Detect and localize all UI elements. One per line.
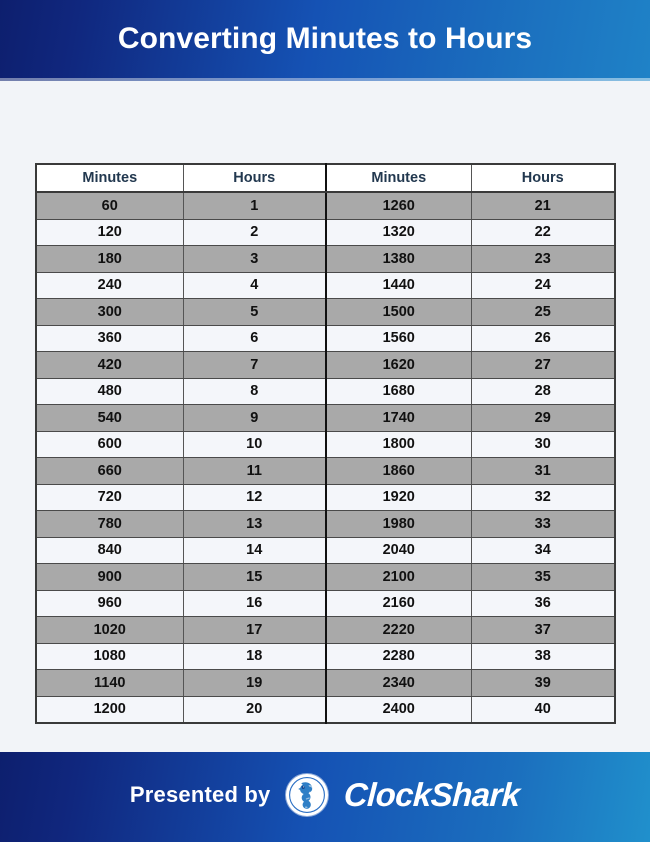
cell-minutes-right: 1380 [326, 246, 471, 273]
cell-hours-right: 37 [471, 617, 615, 644]
cell-minutes-left: 1020 [36, 617, 183, 644]
cell-hours-right: 38 [471, 643, 615, 670]
table-header-row [36, 164, 615, 192]
cell-hours-right: 30 [471, 431, 615, 458]
cell-hours-right: 26 [471, 325, 615, 352]
cell-minutes-left: 480 [36, 378, 183, 405]
table-row [36, 246, 615, 273]
cell-minutes-left: 180 [36, 246, 183, 273]
cell-hours-right: 32 [471, 484, 615, 511]
presented-by-label: Presented by [129, 782, 271, 807]
cell-hours-right: 22 [471, 219, 615, 246]
conversion-table-container [35, 163, 614, 724]
table-row [36, 325, 615, 352]
cell-minutes-right: 1320 [326, 219, 471, 246]
table-row [36, 537, 615, 564]
cell-hours-right: 29 [471, 405, 615, 432]
cell-minutes-right: 1260 [326, 192, 471, 219]
cell-hours-right: 28 [471, 378, 615, 405]
cell-minutes-left: 60 [36, 192, 183, 219]
cell-minutes-left: 1200 [36, 696, 183, 723]
table-row [36, 378, 615, 405]
cell-hours-left: 19 [183, 670, 326, 697]
cell-minutes-left: 1080 [36, 643, 183, 670]
cell-minutes-right: 2100 [326, 564, 471, 591]
column-header-hours-right: Hours [471, 164, 615, 192]
cell-hours-left: 10 [183, 431, 326, 458]
cell-minutes-left: 360 [36, 325, 183, 352]
cell-minutes-right: 1500 [326, 299, 471, 326]
table-head [36, 164, 615, 192]
cell-hours-left: 3 [183, 246, 326, 273]
cell-hours-right: 35 [471, 564, 615, 591]
cell-minutes-right: 1860 [326, 458, 471, 485]
cell-minutes-left: 960 [36, 590, 183, 617]
cell-hours-left: 9 [183, 405, 326, 432]
cell-minutes-right: 1800 [326, 431, 471, 458]
cell-hours-right: 40 [471, 696, 615, 723]
cell-minutes-right: 2040 [326, 537, 471, 564]
table-row [36, 431, 615, 458]
cell-hours-left: 13 [183, 511, 326, 538]
table-row [36, 696, 615, 723]
column-header-hours-left: Hours [183, 164, 326, 192]
cell-minutes-right: 1620 [326, 352, 471, 379]
cell-hours-left: 14 [183, 537, 326, 564]
page-header-banner [0, 0, 650, 78]
table-row [36, 458, 615, 485]
cell-minutes-left: 420 [36, 352, 183, 379]
cell-hours-left: 17 [183, 617, 326, 644]
table-row [36, 670, 615, 697]
cell-minutes-left: 540 [36, 405, 183, 432]
cell-minutes-left: 900 [36, 564, 183, 591]
cell-hours-right: 31 [471, 458, 615, 485]
cell-minutes-right: 1920 [326, 484, 471, 511]
header-underline-divider [0, 78, 650, 81]
cell-minutes-right: 1440 [326, 272, 471, 299]
cell-hours-right: 25 [471, 299, 615, 326]
cell-minutes-right: 1740 [326, 405, 471, 432]
cell-minutes-left: 120 [36, 219, 183, 246]
cell-hours-left: 12 [183, 484, 326, 511]
cell-hours-left: 7 [183, 352, 326, 379]
cell-minutes-right: 1980 [326, 511, 471, 538]
cell-hours-right: 34 [471, 537, 615, 564]
cell-hours-left: 4 [183, 272, 326, 299]
cell-minutes-left: 240 [36, 272, 183, 299]
cell-minutes-right: 2280 [326, 643, 471, 670]
cell-hours-left: 6 [183, 325, 326, 352]
cell-hours-left: 2 [183, 219, 326, 246]
cell-minutes-left: 660 [36, 458, 183, 485]
cell-hours-left: 20 [183, 696, 326, 723]
table-row [36, 219, 615, 246]
cell-hours-right: 27 [471, 352, 615, 379]
minutes-to-hours-table [35, 163, 616, 724]
table-row [36, 564, 615, 591]
cell-minutes-left: 300 [36, 299, 183, 326]
cell-hours-left: 8 [183, 378, 326, 405]
column-header-minutes-right: Minutes [326, 164, 471, 192]
cell-minutes-right: 2340 [326, 670, 471, 697]
table-row [36, 192, 615, 219]
cell-hours-right: 36 [471, 590, 615, 617]
table-row [36, 617, 615, 644]
cell-hours-left: 15 [183, 564, 326, 591]
cell-minutes-right: 2160 [326, 590, 471, 617]
cell-minutes-left: 780 [36, 511, 183, 538]
table-row [36, 590, 615, 617]
cell-minutes-left: 600 [36, 431, 183, 458]
cell-minutes-right: 2220 [326, 617, 471, 644]
cell-hours-left: 16 [183, 590, 326, 617]
page-title: Converting Minutes to Hours [117, 22, 533, 55]
cell-hours-right: 23 [471, 246, 615, 273]
page-footer-banner [0, 752, 650, 842]
cell-hours-left: 1 [183, 192, 326, 219]
table-row [36, 405, 615, 432]
cell-hours-left: 11 [183, 458, 326, 485]
footer-branding-group [130, 774, 520, 816]
cell-minutes-right: 1680 [326, 378, 471, 405]
cell-hours-right: 21 [471, 192, 615, 219]
cell-hours-right: 33 [471, 511, 615, 538]
table-row [36, 511, 615, 538]
cell-hours-left: 5 [183, 299, 326, 326]
table-row [36, 299, 615, 326]
cell-minutes-right: 1560 [326, 325, 471, 352]
table-row [36, 484, 615, 511]
table-row [36, 352, 615, 379]
cell-hours-right: 24 [471, 272, 615, 299]
table-body [36, 192, 615, 723]
cell-hours-right: 39 [471, 670, 615, 697]
cell-minutes-right: 2400 [326, 696, 471, 723]
table-row [36, 643, 615, 670]
cell-minutes-left: 1140 [36, 670, 183, 697]
clockshark-shark-logo-icon [286, 774, 328, 816]
cell-hours-left: 18 [183, 643, 326, 670]
table-row [36, 272, 615, 299]
clockshark-wordmark: ClockShark [343, 776, 522, 813]
cell-minutes-left: 840 [36, 537, 183, 564]
column-header-minutes-left: Minutes [36, 164, 183, 192]
cell-minutes-left: 720 [36, 484, 183, 511]
